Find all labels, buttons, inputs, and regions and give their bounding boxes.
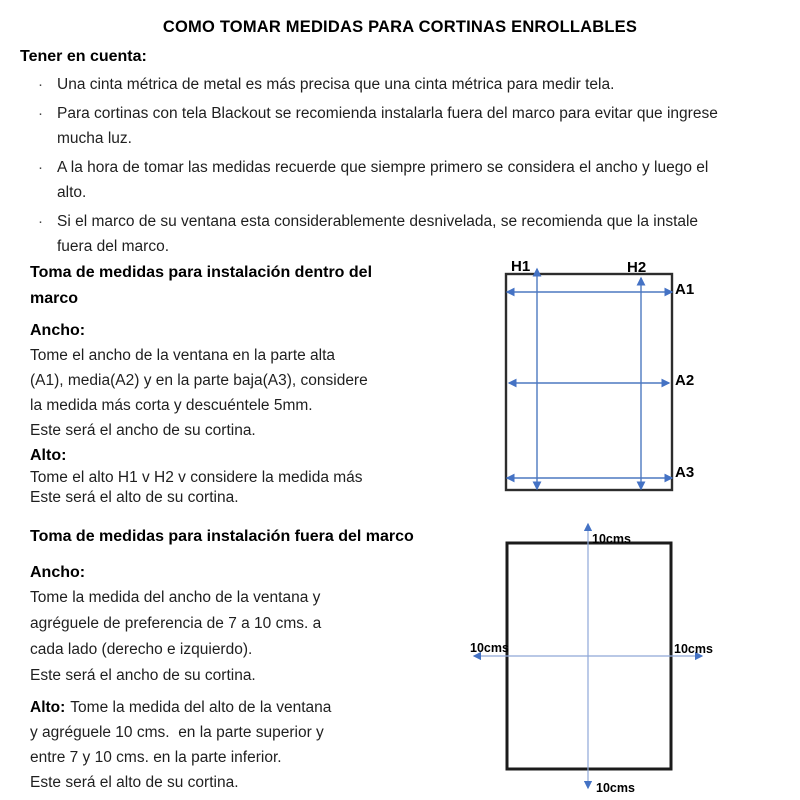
note-heading: Tener en cuenta: xyxy=(20,48,147,65)
paragraph-line: Este será el ancho de su cortina. xyxy=(30,422,256,439)
section-inside-frame xyxy=(30,260,460,508)
height-label: Alto: xyxy=(30,447,67,464)
paragraph-line: (A1), media(A2) y en la parte baja(A3), considere xyxy=(30,372,368,389)
bullet-text: Si el marco de su ventana esta considerablemente desnivelada, se recomienda que la instale xyxy=(57,213,699,230)
bullet-text: alto. xyxy=(57,184,87,201)
label-top-10cms: 10cms xyxy=(592,532,631,546)
label-a3: A3 xyxy=(675,464,695,481)
inside-frame-diagram xyxy=(460,248,790,504)
bullet-icon: · xyxy=(38,213,43,230)
label-a1: A1 xyxy=(675,281,695,298)
bullet-text: Para cortinas con tela Blackout se recomienda instalarla fuera del marco para evitar que ingrese xyxy=(57,105,718,122)
width-label: Ancho: xyxy=(30,322,86,339)
label-left-10cms: 10cms xyxy=(470,641,509,655)
bullet-list xyxy=(38,72,783,263)
bullet-text: Una cinta métrica de metal es más precisa que una cinta métrica para medir tela. xyxy=(57,76,615,93)
paragraph-line: Este será el alto de su cortina. xyxy=(30,489,239,506)
paragraph-line: Tome el ancho de la ventana en la parte alta xyxy=(30,347,336,364)
paragraph-line: Tome el alto H1 v H2 v considere la medida más xyxy=(30,469,363,486)
window-frame xyxy=(506,274,672,490)
label-h2: H2 xyxy=(627,259,647,276)
bullet-text: mucha luz. xyxy=(57,130,132,147)
page-title: COMO TOMAR MEDIDAS PARA CORTINAS ENROLLABLES xyxy=(162,18,638,36)
label-h1: H1 xyxy=(511,258,531,275)
height-label: Alto: xyxy=(30,699,66,716)
section-heading: Toma de medidas para instalación fuera del marco xyxy=(30,528,414,545)
outside-frame-diagram xyxy=(450,512,790,800)
list-item xyxy=(38,155,783,205)
bullet-icon: · xyxy=(38,76,43,93)
bullet-icon: · xyxy=(38,105,43,122)
bullet-text: A la hora de tomar las medidas recuerde que siempre primero se considera el ancho y luego el xyxy=(57,159,709,176)
bullet-text: fuera del marco. xyxy=(57,238,169,255)
paragraph-line: Tome la medida del ancho de la ventana y xyxy=(30,589,321,606)
section-heading: marco xyxy=(30,290,79,307)
paragraph-line: agréguele de preferencia de 7 a 10 cms. a xyxy=(30,615,322,632)
list-item xyxy=(38,72,783,97)
paragraph-line: cada lado (derecho e izquierdo). xyxy=(30,641,253,658)
paragraph-line: Este será el ancho de su cortina. xyxy=(30,667,256,684)
paragraph-line xyxy=(30,695,460,720)
label-a2: A2 xyxy=(675,372,695,389)
bullet-icon: · xyxy=(38,159,43,176)
section-outside-frame xyxy=(30,524,460,795)
paragraph-line: entre 7 y 10 cms. en la parte inferior. xyxy=(30,749,282,766)
section-heading: Toma de medidas para instalación dentro del xyxy=(30,264,373,281)
label-right-10cms: 10cms xyxy=(674,642,713,656)
width-label: Ancho: xyxy=(30,564,86,581)
paragraph-line: Este será el alto de su cortina. xyxy=(30,774,239,791)
paragraph-text: Tome la medida del alto de la ventana xyxy=(70,699,332,716)
paragraph-line: la medida más corta y descuéntele 5mm. xyxy=(30,397,313,414)
list-item xyxy=(38,101,783,151)
paragraph-line: y agréguele 10 cms. en la parte superior y xyxy=(30,724,324,741)
label-bottom-10cms: 10cms xyxy=(596,781,635,795)
